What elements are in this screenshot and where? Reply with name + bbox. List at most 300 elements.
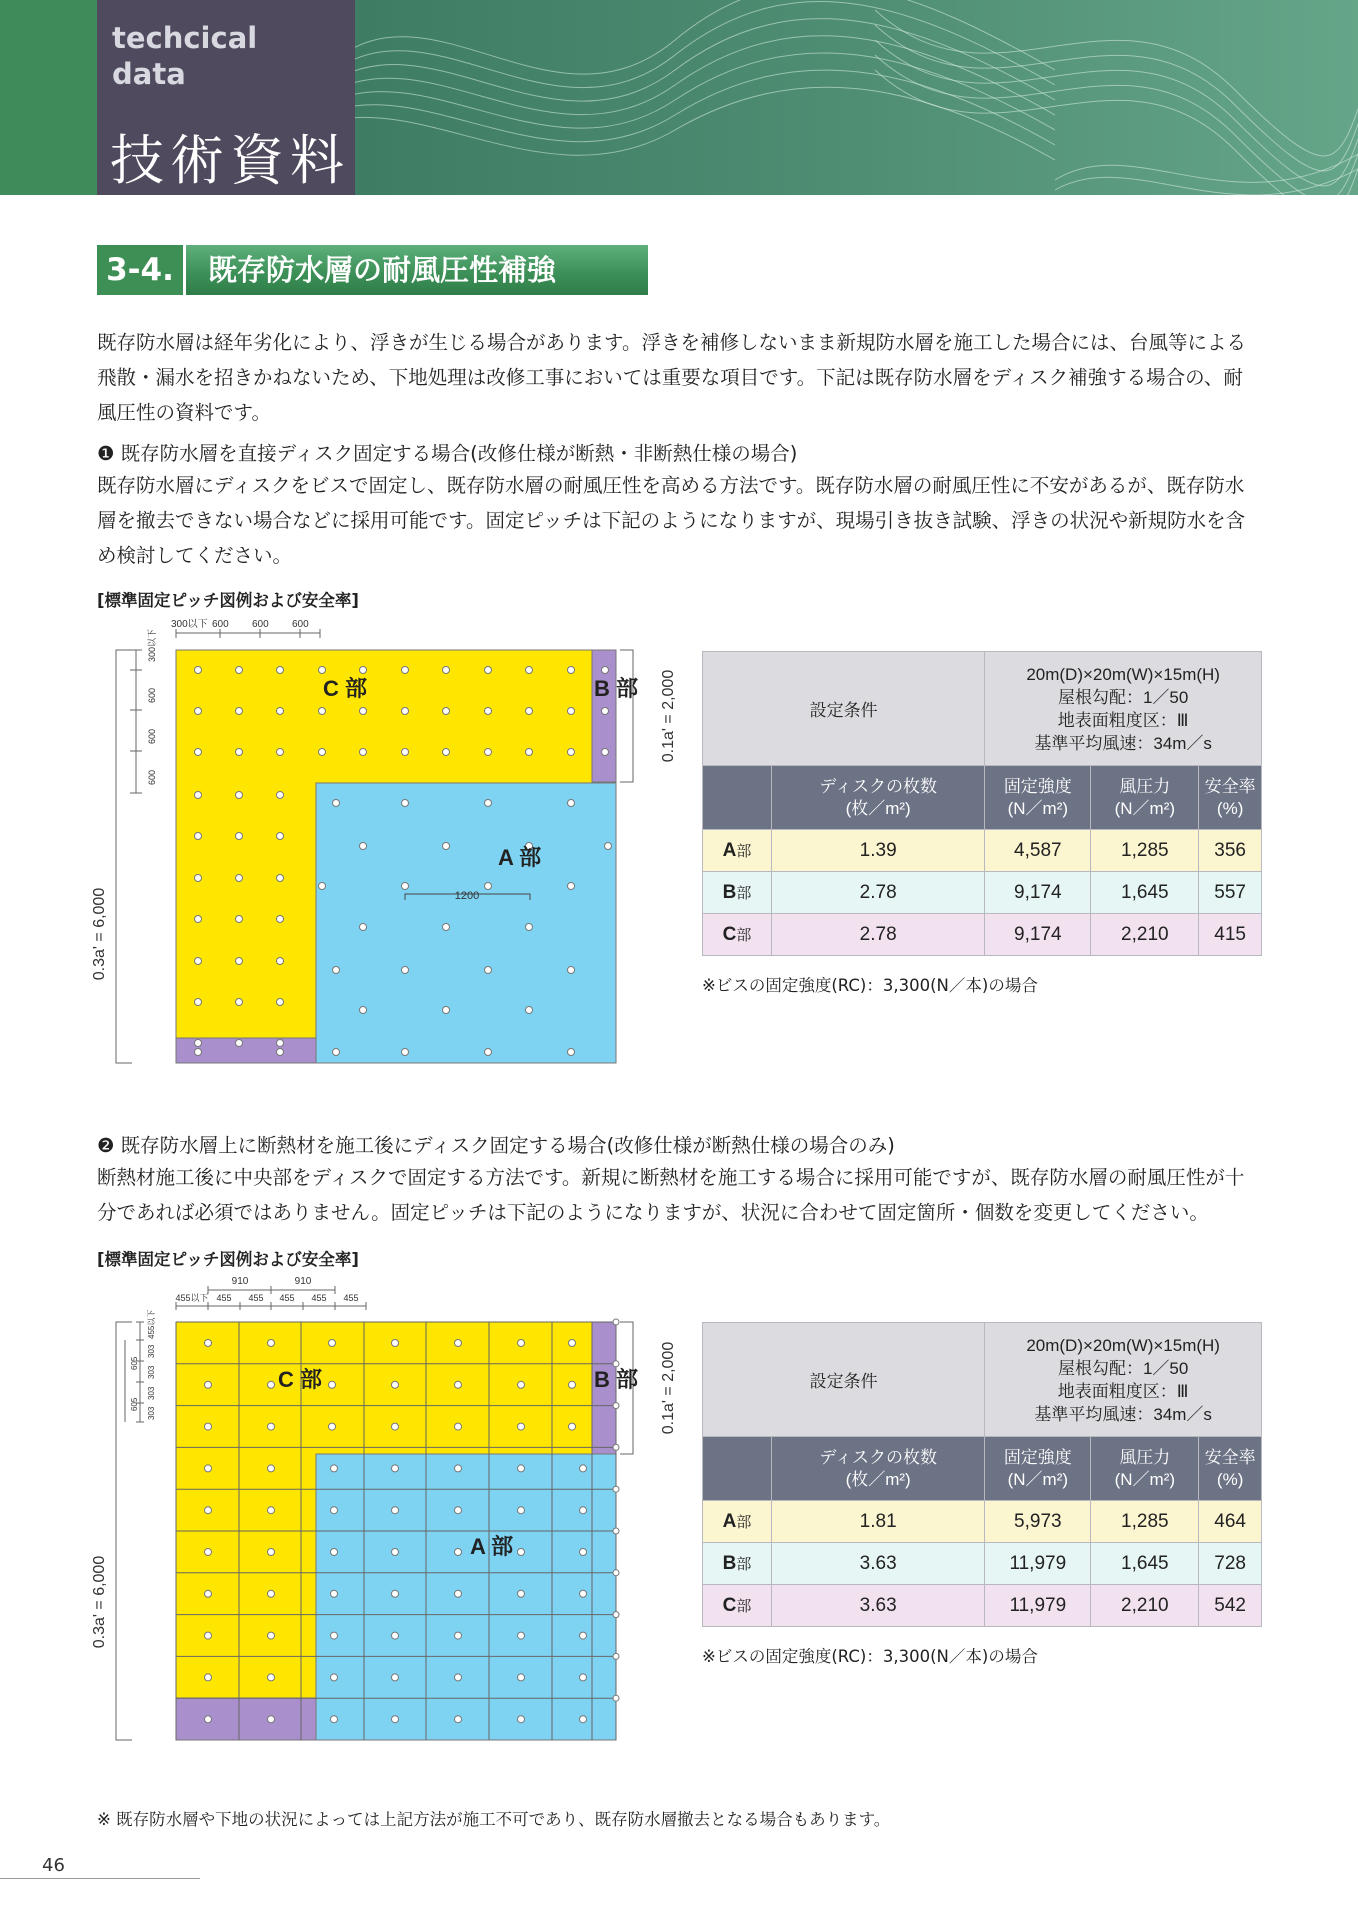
t2-cond-line2: 屋根勾配：1／50 bbox=[1057, 1358, 1189, 1378]
disc-point bbox=[331, 1507, 338, 1514]
disc-point bbox=[602, 708, 609, 715]
t1-head-discs-l1: ディスクの枚数 bbox=[819, 776, 937, 796]
d1-left-dim-2: 600 bbox=[147, 687, 157, 703]
header-en-line2: data bbox=[112, 57, 186, 91]
t1-head-safety-l2: (%) bbox=[1216, 798, 1244, 818]
disc-point bbox=[613, 1570, 619, 1576]
disc-point bbox=[568, 883, 575, 890]
disc-point bbox=[613, 1528, 619, 1534]
fixing-pitch-diagram-2 bbox=[80, 1268, 680, 1788]
t1-head-safety-l1: 安全率 bbox=[1204, 776, 1256, 796]
disc-point bbox=[402, 800, 409, 807]
footer-rule bbox=[0, 1878, 200, 1879]
d2-left-dim-3: 303 bbox=[147, 1365, 156, 1379]
t2-b-wind: 1,645 bbox=[1091, 1543, 1199, 1585]
disc-point bbox=[485, 967, 492, 974]
t2-row-c bbox=[703, 1585, 1262, 1627]
t1-cond-values bbox=[985, 652, 1262, 766]
disc-point bbox=[526, 924, 533, 931]
t2-head-safety bbox=[1199, 1437, 1262, 1501]
header-green-band bbox=[0, 0, 97, 195]
t2-c-wind: 2,210 bbox=[1091, 1585, 1199, 1627]
disc-point bbox=[277, 916, 284, 923]
disc-point bbox=[268, 1549, 275, 1556]
t2-cond-line1: 20m(D)×20m(W)×15m(H) bbox=[1026, 1335, 1220, 1355]
disc-point bbox=[568, 708, 575, 715]
t1-row-b bbox=[703, 872, 1262, 914]
zone-c-label-1: C 部 bbox=[323, 676, 368, 701]
disc-point bbox=[526, 749, 533, 756]
d2-top-upper-2: 910 bbox=[294, 1276, 312, 1287]
disc-point bbox=[392, 1590, 399, 1597]
t2-head-discs-l1: ディスクの枚数 bbox=[819, 1447, 937, 1467]
disc-point bbox=[392, 1632, 399, 1639]
disc-point bbox=[268, 1465, 275, 1472]
zone-c-label-2: C 部 bbox=[278, 1367, 323, 1392]
disc-point bbox=[485, 749, 492, 756]
t2-a-suffix: 部 bbox=[736, 1513, 752, 1531]
disc-point bbox=[195, 916, 202, 923]
t1-a-wind: 1,285 bbox=[1091, 830, 1199, 872]
disc-point bbox=[277, 999, 284, 1006]
disc-point bbox=[526, 1007, 533, 1014]
t2-head-strength bbox=[985, 1437, 1091, 1501]
disc-point bbox=[455, 1632, 462, 1639]
disc-point bbox=[205, 1674, 212, 1681]
t2-head-blank bbox=[703, 1437, 772, 1501]
disc-point bbox=[518, 1381, 525, 1388]
disc-point bbox=[360, 924, 367, 931]
t1-cond-label: 設定条件 bbox=[703, 652, 985, 766]
t2-c-discs: 3.63 bbox=[772, 1585, 985, 1627]
t1-head-strength-l2: (N／m²) bbox=[1007, 798, 1069, 818]
zone-a-2 bbox=[316, 1454, 616, 1740]
disc-point bbox=[236, 916, 243, 923]
disc-point bbox=[568, 967, 575, 974]
case2-body: 断熱材施工後に中央部をディスクで固定する方法です。新規に断熱材を施工する場合に採用可能ですが、既存防水層の耐風圧性が十分であれば必須ではありません。固定ピッチは下記のようになりますが、状況に合わせて固定箇所・個数を変更してください。 bbox=[97, 1166, 1245, 1224]
disc-point bbox=[392, 1549, 399, 1556]
disc-point bbox=[331, 1716, 338, 1723]
disc-point bbox=[455, 1465, 462, 1472]
safety-table-2 bbox=[702, 1322, 1262, 1627]
t1-c-safety: 415 bbox=[1199, 914, 1262, 956]
disc-point bbox=[580, 1549, 587, 1556]
d1-left-dim-4: 600 bbox=[147, 769, 157, 785]
disc-point bbox=[205, 1549, 212, 1556]
disc-point bbox=[402, 883, 409, 890]
disc-point bbox=[485, 667, 492, 674]
d2-left-outer-2: 605 bbox=[130, 1397, 139, 1411]
zone-b-label-2: B 部 bbox=[594, 1367, 639, 1392]
t1-b-safety: 557 bbox=[1199, 872, 1262, 914]
disc-point bbox=[195, 833, 202, 840]
t2-row-a bbox=[703, 1501, 1262, 1543]
disc-point bbox=[602, 667, 609, 674]
header-banner bbox=[355, 0, 1358, 195]
disc-point bbox=[580, 1674, 587, 1681]
zone-a-label-2: A 部 bbox=[470, 1534, 514, 1559]
disc-point bbox=[319, 667, 326, 674]
case2-heading: ❷ 既存防水層上に断熱材を施工後にディスク固定する場合(改修仕様が断熱仕様の場合のみ) bbox=[97, 1134, 895, 1157]
d1-top-dim-1: 300以下 bbox=[171, 619, 208, 630]
disc-point bbox=[568, 800, 575, 807]
disc-point bbox=[443, 843, 450, 850]
t2-a-strength: 5,973 bbox=[985, 1501, 1091, 1543]
disc-point bbox=[392, 1716, 399, 1723]
t2-head-safety-l2: (%) bbox=[1216, 1469, 1244, 1489]
t2-b-suffix: 部 bbox=[736, 1555, 752, 1573]
disc-point bbox=[443, 749, 450, 756]
wave-pattern-graphic bbox=[355, 0, 1358, 195]
disc-point bbox=[580, 1465, 587, 1472]
section-number: 3-4. bbox=[97, 245, 183, 295]
disc-point bbox=[333, 967, 340, 974]
t2-b-strength: 11,979 bbox=[985, 1543, 1091, 1585]
disc-point bbox=[331, 1632, 338, 1639]
disc-point bbox=[485, 800, 492, 807]
t2-c-strength: 11,979 bbox=[985, 1585, 1091, 1627]
t1-head-wind-l1: 風圧力 bbox=[1119, 776, 1171, 796]
t2-b-discs: 3.63 bbox=[772, 1543, 985, 1585]
t2-cond-label: 設定条件 bbox=[703, 1323, 985, 1437]
disc-point bbox=[602, 749, 609, 756]
disc-point bbox=[333, 800, 340, 807]
disc-point bbox=[236, 708, 243, 715]
disc-point bbox=[277, 833, 284, 840]
disc-point bbox=[268, 1507, 275, 1514]
disc-point bbox=[402, 749, 409, 756]
disc-point bbox=[319, 749, 326, 756]
t2-head-discs bbox=[772, 1437, 985, 1501]
t1-b-strength: 9,174 bbox=[985, 872, 1091, 914]
page-number: 46 bbox=[42, 1855, 65, 1876]
disc-point bbox=[455, 1716, 462, 1723]
t1-c-label: C bbox=[722, 923, 737, 945]
t1-a-suffix: 部 bbox=[736, 842, 752, 860]
disc-point bbox=[277, 749, 284, 756]
case1-heading: ❶ 既存防水層を直接ディスク固定する場合(改修仕様が断熱・非断熱仕様の場合) bbox=[97, 442, 798, 465]
disc-point bbox=[485, 883, 492, 890]
case1-body: 既存防水層にディスクをビスで固定し、既存防水層の耐風圧性を高める方法です。既存防水層の耐風圧性に不安があるが、既存防水層を撤去できない場合などに採用可能です。固定ピッチは下記のようになりますが、現場引き抜き試験、浮きの状況や新規防水を含め検討してください。 bbox=[97, 474, 1246, 567]
t2-b-label: B bbox=[722, 1552, 737, 1574]
intro-paragraph: 既存防水層は経年劣化により、浮きが生じる場合があります。浮きを補修しないまま新規防水層を施工した場合には、台風等による飛散・漏水を招きかねないため、下地処理は改修工事においては重要な項目です。下記は既存防水層をディスク補強する場合の、耐風圧性の資料です。 bbox=[97, 331, 1246, 424]
disc-point bbox=[360, 667, 367, 674]
t2-note: ※ビスの固定強度(RC)：3,300(N／本)の場合 bbox=[702, 1647, 1038, 1666]
d1-top-dim-2: 600 bbox=[212, 619, 229, 630]
disc-point bbox=[205, 1716, 212, 1723]
t1-c-suffix: 部 bbox=[736, 926, 752, 944]
t1-cond-line3: 地表面粗度区：Ⅲ bbox=[1057, 710, 1189, 730]
disc-point bbox=[195, 958, 202, 965]
disc-point bbox=[613, 1444, 619, 1450]
t1-b-wind: 1,645 bbox=[1091, 872, 1199, 914]
disc-point bbox=[195, 667, 202, 674]
disc-point bbox=[277, 792, 284, 799]
disc-point bbox=[569, 1423, 576, 1430]
disc-point bbox=[518, 1465, 525, 1472]
d2-top-dim-6: 455 bbox=[343, 1293, 359, 1303]
disc-point bbox=[402, 1049, 409, 1056]
disc-point bbox=[518, 1549, 525, 1556]
disc-point bbox=[319, 708, 326, 715]
disc-point bbox=[195, 875, 202, 882]
disc-point bbox=[277, 875, 284, 882]
d2-top-dim-5: 455 bbox=[311, 1293, 327, 1303]
t2-row-b bbox=[703, 1543, 1262, 1585]
disc-point bbox=[455, 1340, 462, 1347]
t1-b-discs: 2.78 bbox=[772, 872, 985, 914]
t1-c-discs: 2.78 bbox=[772, 914, 985, 956]
disc-point bbox=[236, 792, 243, 799]
disc-point bbox=[277, 1040, 284, 1047]
d1-left-dim-3: 600 bbox=[147, 728, 157, 744]
t1-head-safety bbox=[1199, 766, 1262, 830]
t2-c-safety: 542 bbox=[1199, 1585, 1262, 1627]
d1-dim-6000: 0.3a' = 6,000 bbox=[91, 887, 108, 981]
t2-cond-values bbox=[985, 1323, 1262, 1437]
d2-left-outer-1: 605 bbox=[130, 1356, 139, 1370]
t1-head-discs bbox=[772, 766, 985, 830]
zone-b-bottom-2 bbox=[176, 1698, 316, 1740]
disc-point bbox=[392, 1674, 399, 1681]
t1-head-wind-l2: (N／m²) bbox=[1114, 798, 1176, 818]
t2-head-strength-l1: 固定強度 bbox=[1003, 1447, 1072, 1467]
disc-point bbox=[236, 999, 243, 1006]
t2-cond-line3: 地表面粗度区：Ⅲ bbox=[1057, 1381, 1189, 1401]
disc-point bbox=[392, 1340, 399, 1347]
disc-point bbox=[392, 1465, 399, 1472]
disc-point bbox=[443, 924, 450, 931]
disc-point bbox=[518, 1423, 525, 1430]
t2-c-suffix: 部 bbox=[736, 1597, 752, 1615]
t1-a-safety: 356 bbox=[1199, 830, 1262, 872]
disc-point bbox=[392, 1507, 399, 1514]
disc-point bbox=[329, 1381, 336, 1388]
disc-point bbox=[277, 1049, 284, 1056]
disc-point bbox=[455, 1674, 462, 1681]
disc-point bbox=[392, 1381, 399, 1388]
disc-point bbox=[268, 1590, 275, 1597]
t2-a-label: A bbox=[722, 1510, 737, 1532]
d2-top-dim-3: 455 bbox=[248, 1293, 264, 1303]
d2-left-dim-1: 455以下 bbox=[147, 1309, 156, 1339]
disc-point bbox=[455, 1507, 462, 1514]
d2-top-dim-2: 455 bbox=[216, 1293, 232, 1303]
t1-head-blank bbox=[703, 766, 772, 830]
d2-top-upper-1: 910 bbox=[231, 1276, 249, 1287]
disc-point bbox=[329, 1340, 336, 1347]
header-category-jp: 技術資料 bbox=[110, 129, 350, 192]
disc-point bbox=[277, 667, 284, 674]
disc-point bbox=[360, 708, 367, 715]
disc-point bbox=[329, 1423, 336, 1430]
disc-point bbox=[268, 1674, 275, 1681]
disc-point bbox=[268, 1381, 275, 1388]
d2-dim-6000: 0.3a' = 6,000 bbox=[91, 1555, 108, 1649]
t2-a-safety: 464 bbox=[1199, 1501, 1262, 1543]
disc-point bbox=[568, 1049, 575, 1056]
t1-c-strength: 9,174 bbox=[985, 914, 1091, 956]
disc-point bbox=[195, 792, 202, 799]
header-category-en bbox=[112, 20, 257, 92]
disc-point bbox=[236, 667, 243, 674]
disc-point bbox=[402, 667, 409, 674]
disc-point bbox=[518, 1340, 525, 1347]
t1-head-wind bbox=[1091, 766, 1199, 830]
disc-point bbox=[613, 1361, 619, 1367]
disc-point bbox=[580, 1716, 587, 1723]
disc-point bbox=[205, 1590, 212, 1597]
t2-head-wind-l2: (N／m²) bbox=[1114, 1469, 1176, 1489]
disc-point bbox=[319, 883, 326, 890]
disc-point bbox=[360, 1007, 367, 1014]
t1-cond-line4: 基準平均風速：34m／s bbox=[1034, 733, 1212, 753]
t1-cond-line2: 屋根勾配：1／50 bbox=[1057, 687, 1189, 707]
t1-c-wind: 2,210 bbox=[1091, 914, 1199, 956]
disc-point bbox=[205, 1632, 212, 1639]
disc-point bbox=[360, 749, 367, 756]
t2-c-label: C bbox=[722, 1594, 737, 1616]
disc-point bbox=[518, 1674, 525, 1681]
disc-point bbox=[443, 708, 450, 715]
disc-point bbox=[360, 843, 367, 850]
disc-point bbox=[613, 1319, 619, 1325]
disc-point bbox=[455, 1590, 462, 1597]
disc-point bbox=[455, 1549, 462, 1556]
d2-left-dim-4: 303 bbox=[147, 1386, 156, 1400]
case2-caption: [標準固定ピッチ図例および安全率] bbox=[97, 1250, 359, 1269]
d2-dim-2000: 0.1a' = 2,000 bbox=[660, 1341, 677, 1435]
disc-point bbox=[236, 958, 243, 965]
disc-point bbox=[236, 749, 243, 756]
disc-point bbox=[613, 1403, 619, 1409]
disc-point bbox=[268, 1423, 275, 1430]
t1-a-strength: 4,587 bbox=[985, 830, 1091, 872]
disc-point bbox=[331, 1549, 338, 1556]
d2-top-dim-1: 455以下 bbox=[175, 1293, 209, 1303]
grid-1200-label: 1200 bbox=[454, 890, 480, 902]
zone-a-label-1: A 部 bbox=[498, 845, 542, 870]
disc-point bbox=[268, 1632, 275, 1639]
disc-point bbox=[268, 1340, 275, 1347]
disc-point bbox=[402, 967, 409, 974]
disc-point bbox=[277, 708, 284, 715]
t2-b-safety: 728 bbox=[1199, 1543, 1262, 1585]
disc-point bbox=[569, 1340, 576, 1347]
disc-point bbox=[605, 843, 612, 850]
fixing-pitch-diagram-1 bbox=[80, 610, 680, 1100]
disc-point bbox=[392, 1423, 399, 1430]
disc-point bbox=[205, 1423, 212, 1430]
disc-point bbox=[195, 1049, 202, 1056]
disc-point bbox=[205, 1507, 212, 1514]
disc-point bbox=[580, 1632, 587, 1639]
t2-cond-line4: 基準平均風速：34m／s bbox=[1034, 1404, 1212, 1424]
disc-point bbox=[331, 1465, 338, 1472]
disc-point bbox=[518, 1716, 525, 1723]
t1-head-strength-l1: 固定強度 bbox=[1003, 776, 1072, 796]
disc-point bbox=[568, 667, 575, 674]
disc-point bbox=[526, 667, 533, 674]
disc-point bbox=[331, 1590, 338, 1597]
disc-point bbox=[195, 1040, 202, 1047]
t1-a-discs: 1.39 bbox=[772, 830, 985, 872]
disc-point bbox=[268, 1716, 275, 1723]
disc-point bbox=[236, 875, 243, 882]
disc-point bbox=[613, 1653, 619, 1659]
t1-note: ※ビスの固定強度(RC)：3,300(N／本)の場合 bbox=[702, 976, 1038, 995]
disc-point bbox=[205, 1340, 212, 1347]
safety-table-1 bbox=[702, 651, 1262, 956]
t1-b-suffix: 部 bbox=[736, 884, 752, 902]
disc-point bbox=[613, 1612, 619, 1618]
d1-top-dim-4: 600 bbox=[292, 619, 309, 630]
disc-point bbox=[333, 1049, 340, 1056]
footnote: ※ 既存防水層や下地の状況によっては上記方法が施工不可であり、既存防水層撤去となる場合もあります。 bbox=[97, 1810, 891, 1829]
d2-top-dim-4: 455 bbox=[279, 1293, 295, 1303]
t1-row-c bbox=[703, 914, 1262, 956]
disc-point bbox=[518, 1507, 525, 1514]
disc-point bbox=[277, 958, 284, 965]
disc-point bbox=[485, 1049, 492, 1056]
disc-point bbox=[195, 999, 202, 1006]
t1-head-strength bbox=[985, 766, 1091, 830]
t2-head-discs-l2: (枚／m²) bbox=[845, 1469, 911, 1489]
t1-head-discs-l2: (枚／m²) bbox=[845, 798, 911, 818]
disc-point bbox=[455, 1423, 462, 1430]
t2-a-wind: 1,285 bbox=[1091, 1501, 1199, 1543]
header-en-line1: techcical bbox=[112, 21, 258, 55]
t2-head-wind-l1: 風圧力 bbox=[1119, 1447, 1171, 1467]
d1-left-dim-1: 300以下 bbox=[147, 628, 157, 662]
disc-point bbox=[613, 1695, 619, 1701]
t1-b-label: B bbox=[722, 881, 737, 903]
disc-point bbox=[485, 708, 492, 715]
t2-head-strength-l2: (N／m²) bbox=[1007, 1469, 1069, 1489]
t1-cond-line1: 20m(D)×20m(W)×15m(H) bbox=[1026, 664, 1220, 684]
disc-point bbox=[580, 1507, 587, 1514]
disc-point bbox=[205, 1465, 212, 1472]
disc-point bbox=[443, 667, 450, 674]
disc-point bbox=[443, 1007, 450, 1014]
disc-point bbox=[613, 1486, 619, 1492]
disc-point bbox=[195, 749, 202, 756]
disc-point bbox=[236, 833, 243, 840]
section-title: 既存防水層の耐風圧性補強 bbox=[186, 245, 648, 295]
disc-point bbox=[455, 1381, 462, 1388]
d2-left-dim-5: 303 bbox=[147, 1406, 156, 1420]
disc-point bbox=[236, 1040, 243, 1047]
disc-point bbox=[526, 708, 533, 715]
disc-point bbox=[580, 1590, 587, 1597]
disc-point bbox=[569, 1381, 576, 1388]
zone-a-1 bbox=[316, 783, 616, 1063]
disc-point bbox=[331, 1674, 338, 1681]
case1-caption: [標準固定ピッチ図例および安全率] bbox=[97, 591, 359, 610]
d1-top-dim-3: 600 bbox=[252, 619, 269, 630]
disc-point bbox=[402, 708, 409, 715]
t1-a-label: A bbox=[722, 839, 737, 861]
t2-a-discs: 1.81 bbox=[772, 1501, 985, 1543]
disc-point bbox=[518, 1632, 525, 1639]
d1-dim-2000: 0.1a' = 2,000 bbox=[660, 669, 677, 763]
zone-b-label-1: B 部 bbox=[594, 676, 639, 701]
disc-point bbox=[518, 1590, 525, 1597]
d2-left-dim-2: 303 bbox=[147, 1344, 156, 1358]
disc-point bbox=[568, 749, 575, 756]
disc-point bbox=[195, 708, 202, 715]
disc-point bbox=[205, 1381, 212, 1388]
